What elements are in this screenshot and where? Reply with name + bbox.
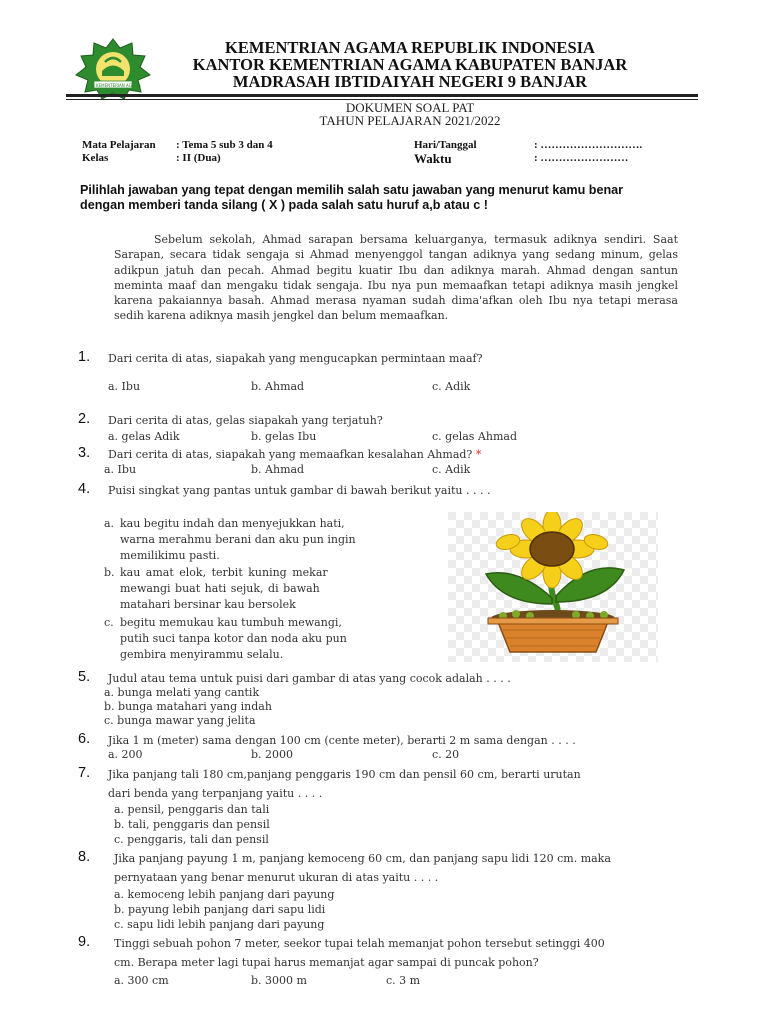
q2-text: Dari cerita di atas, gelas siapakah yang terjatuh?	[108, 414, 383, 427]
q4-option-c-line-3: gembira menyirammu selalu.	[120, 647, 284, 661]
subject-value: : Tema 5 sub 3 dan 4	[176, 139, 273, 151]
q2-option-c[interactable]: c. gelas Ahmad	[432, 430, 517, 443]
subject-label: Mata Pelajaran	[82, 139, 156, 151]
reading-passage	[114, 232, 678, 324]
ministry-logo	[74, 38, 152, 100]
sunflower-in-pot-icon	[448, 512, 658, 662]
header-line-3: MADRASAH IBTIDAIYAH NEGERI 9 BANJAR	[232, 72, 588, 91]
q4-option-a[interactable]	[104, 516, 382, 564]
q4-option-c[interactable]	[104, 615, 382, 663]
q2-option-a[interactable]: a. gelas Adik	[108, 430, 180, 443]
q9-text-line-1: Tinggi sebuah pohon 7 meter, seekor tupai telah memanjat pohon tersebut setinggi 400	[114, 937, 605, 950]
q8-option-b[interactable]: b. payung lebih panjang dari sapu lidi	[114, 903, 326, 916]
q8-option-c[interactable]: c. sapu lidi lebih panjang dari payung	[114, 918, 325, 931]
q4-option-b[interactable]	[104, 565, 382, 613]
day-date-label: Hari/Tanggal	[414, 139, 477, 151]
q3-option-c[interactable]: c. Adik	[432, 463, 471, 476]
q5-option-a[interactable]: a. bunga melati yang cantik	[104, 686, 260, 699]
q4-option-a-line-3: memilikimu pasti.	[120, 548, 220, 562]
q4-option-b-label: b.	[104, 566, 115, 579]
q8-number: 8.	[78, 849, 91, 865]
q4-option-b-line-2: mewangi buat hati sejuk, di bawah	[120, 581, 320, 595]
q1-option-c[interactable]: c. Adik	[432, 380, 471, 393]
q2-number: 2.	[78, 411, 91, 427]
header-line-1: KEMENTRIAN AGAMA REPUBLIK INDONESIA	[225, 38, 595, 57]
q7-text-line-2: dari benda yang terpanjang yaitu . . . .	[108, 787, 323, 800]
header-line-2: KANTOR KEMENTRIAN AGAMA KABUPATEN BANJAR	[192, 55, 628, 74]
header-divider-thick	[66, 94, 698, 97]
q4-number: 4.	[78, 481, 91, 497]
q6-option-b[interactable]: b. 2000	[251, 748, 294, 761]
q4-option-a-label: a.	[104, 517, 115, 530]
q7-option-b[interactable]: b. tali, penggaris dan pensil	[114, 818, 270, 831]
q2-option-b[interactable]: b. gelas Ibu	[251, 430, 317, 443]
sunflower-picture	[448, 512, 658, 662]
q1-option-a[interactable]: a. Ibu	[108, 380, 141, 393]
q3-text: Dari cerita di atas, siapakah yang memaafkan kesalahan Ahmad?	[108, 448, 473, 461]
instruction-line-2: dengan memberi tanda silang ( X ) pada salah satu huruf a,b atau c !	[80, 198, 488, 212]
q6-text: Jika 1 m (meter) sama dengan 100 cm (cente meter), berarti 2 m sama dengan . . . .	[108, 734, 576, 747]
q5-option-c[interactable]: c. bunga mawar yang jelita	[104, 714, 256, 727]
q6-number: 6.	[78, 731, 91, 747]
q3-option-a[interactable]: a. Ibu	[104, 463, 137, 476]
q3-option-b[interactable]: b. Ahmad	[251, 463, 305, 476]
q7-text-line-1: Jika panjang tali 180 cm,panjang penggaris 190 cm dan pensil 60 cm, berarti urutan	[108, 768, 581, 781]
q1-number: 1.	[78, 349, 91, 365]
instruction-line-1: Pilihlah jawaban yang tepat dengan memilih salah satu jawaban yang menurut kamu benar	[80, 183, 624, 197]
q5-option-b[interactable]: b. bunga matahari yang indah	[104, 700, 272, 713]
academic-year: TAHUN PELAJARAN 2021/2022	[319, 113, 501, 128]
q7-option-a[interactable]: a. pensil, penggaris dan tali	[114, 803, 270, 816]
class-value: : II (Dua)	[176, 152, 221, 164]
required-asterisk: *	[475, 448, 482, 461]
q9-number: 9.	[78, 934, 91, 950]
q4-text: Puisi singkat yang pantas untuk gambar di bawah berikut yaitu . . . .	[108, 484, 491, 497]
q9-option-a[interactable]: a. 300 cm	[114, 974, 169, 987]
q5-text: Judul atau tema untuk puisi dari gambar di atas yang cocok adalah . . . .	[108, 672, 511, 685]
q4-option-c-line-1: begitu memukau kau tumbuh mewangi,	[120, 616, 342, 629]
time-value: : ……………………	[534, 152, 629, 164]
q3-number: 3.	[78, 445, 91, 461]
ministry-emblem-icon	[74, 38, 152, 100]
q6-option-a[interactable]: a. 200	[108, 748, 143, 761]
q8-text-line-1: Jika panjang payung 1 m, panjang kemoceng 60 cm, dan panjang sapu lidi 120 cm. maka	[114, 852, 611, 865]
q8-text-line-2: pernyataan yang benar menurut ukuran di atas yaitu . . . .	[114, 871, 439, 884]
q4-option-c-line-2: putih suci tanpa kotor dan noda aku pun	[120, 631, 347, 645]
q7-option-c[interactable]: c. penggaris, tali dan pensil	[114, 833, 269, 846]
q4-option-c-label: c.	[104, 616, 114, 629]
q1-text: Dari cerita di atas, siapakah yang mengucapkan permintaan maaf?	[108, 352, 483, 365]
q4-option-a-line-2: warna merahmu berani dan aku pun ingin	[120, 532, 356, 546]
time-label: Waktu	[414, 151, 452, 166]
q4-option-b-line-1: kau amat elok, terbit kuning mekar	[120, 566, 328, 579]
q6-option-c[interactable]: c. 20	[432, 748, 460, 761]
q8-option-a[interactable]: a. kemoceng lebih panjang dari payung	[114, 888, 335, 901]
q5-number: 5.	[78, 669, 91, 685]
q1-option-b[interactable]: b. Ahmad	[251, 380, 305, 393]
document-title: DOKUMEN SOAL PAT	[345, 100, 475, 115]
q9-option-c[interactable]: c. 3 m	[386, 974, 421, 987]
q7-number: 7.	[78, 765, 91, 781]
q3-question	[108, 448, 481, 461]
logo-ribbon-text: KEMENTERIAN AGAMA	[96, 82, 141, 88]
q4-option-b-line-3: matahari bersinar kau bersolek	[120, 597, 296, 611]
q9-text-line-2: cm. Berapa meter lagi tupai harus memanjat agar sampai di puncak pohon?	[114, 956, 539, 969]
class-label: Kelas	[82, 152, 109, 164]
q9-option-b[interactable]: b. 3000 m	[251, 974, 307, 987]
q4-option-a-line-1: kau begitu indah dan menyejukkan hati,	[120, 517, 345, 530]
reading-passage-text: Sebelum sekolah, Ahmad sarapan bersama keluarganya, termasuk adiknya sendiri. Saat Sarapan, secara tidak sengaja si Ahmad menyenggol tangan adiknya yang sedang minum, gelas adikpun jatuh dan pecah. Ahmad begitu kuatir Ibu dan adiknya marah. Ahmad dengan santun meminta maaf dan mengaku tidak sengaja. Ibu nya pun memaafkan tetapi adiknya masih jengkel karena pakaiannya basah. Ahmad merasa nyaman sudah dima'afkan oleh Ibu nya tetapi merasa sedih karena adiknya masih jengkel dan belum memaafkan.	[114, 233, 678, 323]
day-date-value: : ……………………….	[534, 139, 643, 151]
